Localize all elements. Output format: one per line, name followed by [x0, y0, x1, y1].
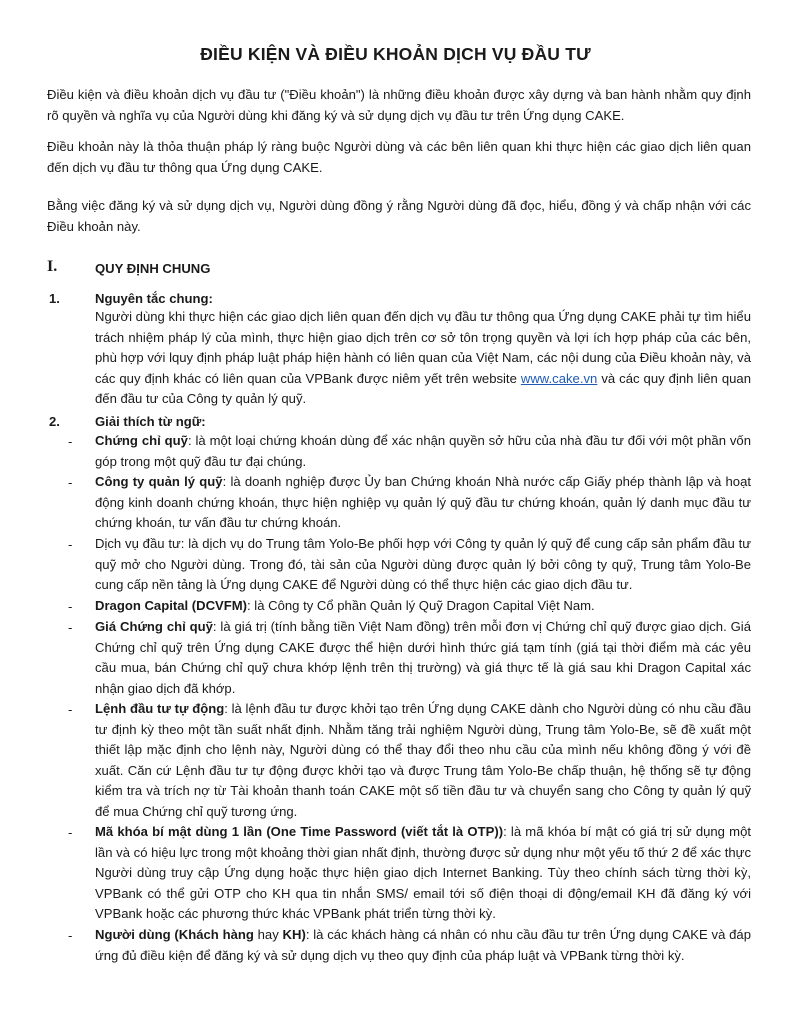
definition-term: Lệnh đầu tư tự động — [95, 701, 225, 716]
bullet-dash: - — [68, 702, 73, 717]
definition-item — [95, 925, 751, 966]
definition-text: : là lệnh đầu tư được khởi tạo trên Ứng dụng CAKE dành cho Người dùng có nhu cầu đầu tư định kỳ theo một tần suất nhất định. Nhằm tăng trải nghiệm Người dùng, Trung tâm Yolo-Be, sẽ đề xuất một thiết lập mặc định cho lệnh này, Người dùng có thể thay đổi theo nhu cầu của mình nếu không đồng ý với đề xuất. Căn cứ Lệnh đầu tư tự động được khởi tạo và được Trung tâm Yolo-Be chấp thuận, hệ thống sẽ tự động kiểm tra và trích nợ từ Tài khoản thanh toán CAKE một số tiền đầu tư và chuyển sang cho Công ty quản lý quỹ để mua Chứng chỉ quỹ tương ứng. — [95, 701, 751, 819]
definition-text: : là Công ty Cổ phần Quản lý Quỹ Dragon Capital Việt Nam. — [247, 598, 595, 613]
document-title: ĐIỀU KIỆN VÀ ĐIỀU KHOẢN DỊCH VỤ ĐẦU TƯ — [200, 44, 591, 64]
definition-term-close: KH) — [282, 927, 306, 942]
item-1-body — [95, 307, 751, 410]
definition-text: : là các khách hàng cá nhân có nhu cầu đầu tư trên Ứng dụng CAKE và đáp ứng đủ điều kiện để đăng ký và sử dụng dịch vụ theo quy định của pháp luật và VPBank từng thời kỳ. — [95, 927, 751, 963]
intro-paragraph-1: Điều kiện và điều khoản dịch vụ đầu tư ("Điều khoản") là những điều khoản được xây dựng và ban hành nhằm quy định rõ quyền và nghĩa vụ của Người dùng khi đăng ký và sử dụng dịch vụ đầu tư trên Ứng dụng CAKE. — [47, 87, 751, 123]
item-1-heading: Nguyên tắc chung: — [95, 291, 213, 306]
item-2-heading: Giải thích từ ngữ: — [95, 414, 206, 429]
definition-term: Mã khóa bí mật dùng 1 lần (One Time Password (viết tắt là OTP)) — [95, 824, 504, 839]
item-1-number: 1. — [49, 291, 60, 306]
definition-text: : là mã khóa bí mật có giá trị sử dụng một lần và có hiệu lực trong một khoảng thời gian nhất định, thường được sử dụng như một yếu tố thứ 2 để xác thực Người dùng truy cập Ứng dụng hoặc thực hiện giao dịch Internet Banking. Tùy theo chính sách từng thời kỳ, VPBank có thể gửi OTP cho KH qua tin nhắn SMS/ email tới số điện thoại di động/email KH đã đăng ký với VPBank hoặc các phương thức khác VPBank phát triển từng thời kỳ. — [95, 824, 751, 921]
section-number: I. — [47, 258, 58, 275]
bullet-dash: - — [68, 434, 73, 449]
definition-item — [95, 534, 751, 596]
definition-text: : là một loại chứng khoán dùng để xác nhận quyền sở hữu của nhà đầu tư đối với một phần vốn góp trong một quỹ đầu tư đại chúng. — [95, 433, 751, 469]
definition-item — [95, 617, 751, 699]
definition-item — [95, 822, 751, 925]
item-1-text-b: và các quy định liên quan đến đầu tư của Công ty quản lý quỹ. — [95, 370, 751, 406]
section-title: QUY ĐỊNH CHUNG — [95, 261, 211, 276]
definition-text: Dịch vụ đầu tư: là dịch vụ do Trung tâm Yolo-Be phối hợp với Công ty quản lý quỹ để cung cấp sản phẩm đầu tư quỹ mở cho Người dùng. Trong đó, tài sản của Người dùng được quản lý bởi công ty quỹ, Trung tâm Yolo-Be cung cấp nền tảng là Ứng dụng CAKE để Người dùng có thể thực hiện các giao dịch đầu tư. — [95, 536, 751, 592]
bullet-dash: - — [68, 599, 73, 614]
bullet-dash: - — [68, 475, 73, 490]
definition-item — [95, 596, 751, 617]
definition-term: Dragon Capital (DCVFM) — [95, 598, 248, 613]
definition-item — [95, 472, 751, 534]
intro-paragraph-2: Điều khoản này là thỏa thuận pháp lý ràng buộc Người dùng và các bên liên quan khi thực hiện các giao dịch liên quan đến dịch vụ đầu tư thông qua Ứng dụng CAKE. — [47, 139, 751, 175]
bullet-dash: - — [68, 825, 73, 840]
bullet-dash: - — [68, 928, 73, 943]
definition-text: : là doanh nghiệp được Ủy ban Chứng khoán Nhà nước cấp Giấy phép thành lập và hoạt động kinh doanh chứng khoán, thực hiện nghiệp vụ quản lý quỹ đầu tư chứng khoán, quản lý danh mục đầu tư chứng khoán, tư vấn đầu tư chứng khoán. — [95, 474, 752, 530]
definition-item — [95, 431, 751, 472]
bullet-dash: - — [68, 537, 73, 552]
definition-term-tail: hay — [253, 927, 283, 942]
item-1-text-a: Người dùng khi thực hiện các giao dịch liên quan đến dịch vụ đầu tư thông qua Ứng dụng CAKE phải tự tìm hiểu trách nhiệm pháp lý của mình, thực hiện giao dịch trên cơ sở tôn trọng quyền và lợi ích hợp pháp của các bên, phù hợp với lquy định pháp luật pháp hiện hành có liên quan của Việt Nam, các nội dung của Điều khoản này, và các quy định khác có liên quan của VPBank được niêm yết trên website — [95, 309, 751, 386]
definition-term: Chứng chỉ quỹ — [95, 433, 188, 448]
definition-term: Người dùng (Khách hàng — [95, 927, 254, 942]
definition-term: Giá Chứng chỉ quỹ — [95, 619, 213, 634]
definition-term: Công ty quản lý quỹ — [95, 474, 223, 489]
definition-text: : là giá trị (tính bằng tiền Việt Nam đồng) trên mỗi đơn vị Chứng chỉ quỹ được giao dịch. Giá Chứng chỉ quỹ trên Ứng dụng CAKE được thể hiện dưới hình thức giá tạm tính (giá tại thời điểm mà các yêu cầu mua, bán Chứng chỉ quỹ chưa khớp lệnh trên thị trường) và giá thực tế là giá sau khi Dragon Capital xác nhận giao dịch đã khớp. — [95, 619, 751, 696]
item-2-number: 2. — [49, 414, 60, 429]
definition-item — [95, 699, 751, 822]
website-link[interactable]: www.cake.vn — [520, 370, 598, 386]
bullet-dash: - — [68, 620, 73, 635]
intro-paragraph-3: Bằng việc đăng ký và sử dụng dịch vụ, Người dùng đồng ý rằng Người dùng đã đọc, hiểu, đồng ý và chấp nhận với các Điều khoản này. — [47, 198, 751, 234]
